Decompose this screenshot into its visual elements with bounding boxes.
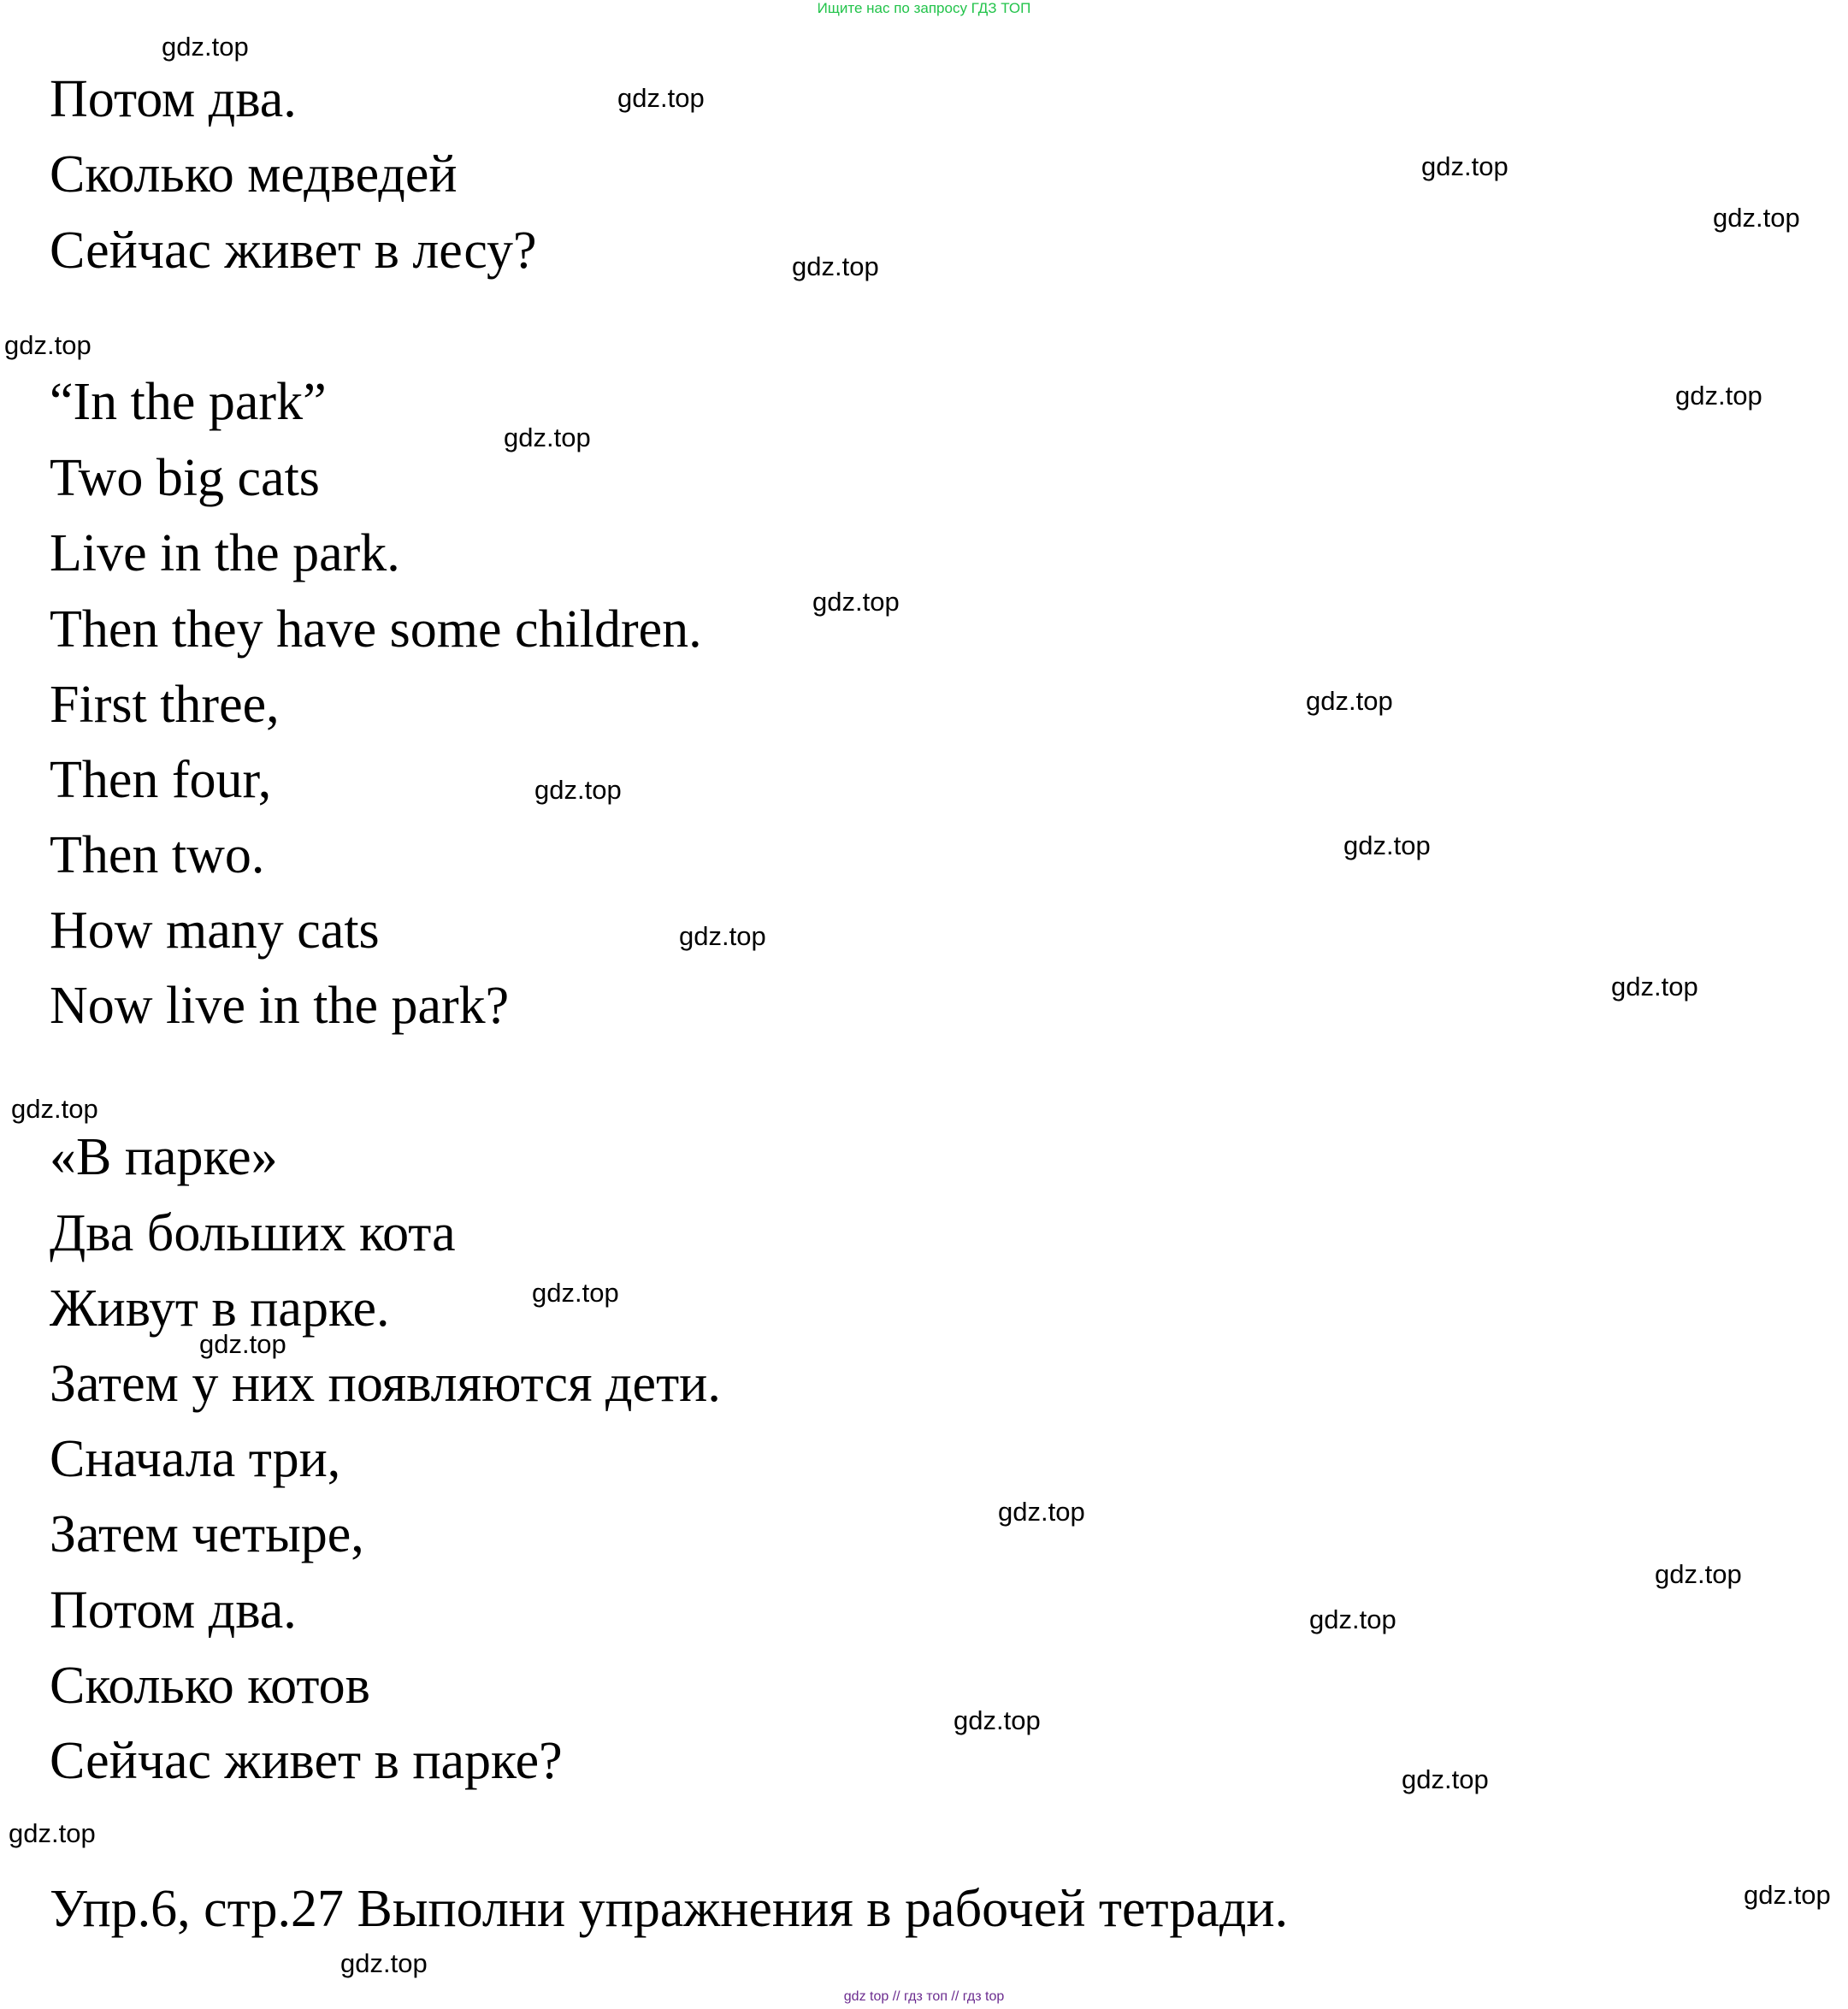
poem-line: Живут в парке. [50,1279,390,1338]
watermark: gdz.top [1744,1880,1831,1910]
watermark: gdz.top [1421,151,1509,181]
watermark: gdz.top [504,422,591,452]
header-search-link[interactable]: Ищите нас по запросу ГДЗ ТОП [817,0,1031,16]
watermark: gdz.top [532,1278,619,1308]
poem-line: Потом два. [50,1581,297,1640]
poem-line: Сначала три, [50,1430,341,1488]
watermark: gdz.top [679,921,766,951]
poem-line: Сколько медведей [50,145,458,204]
watermark: gdz.top [1675,381,1762,411]
watermark: gdz.top [11,1094,98,1124]
exercise-note: Упр.6, стр.27 Выполни упражнения в рабочей тетради. [50,1880,1289,1938]
poem-line: Сейчас живет в парке? [50,1732,563,1790]
watermark: gdz.top [1343,830,1431,860]
poem-line: Live in the park. [50,524,400,582]
poem-line: Потом два. [50,70,297,128]
watermark: gdz.top [340,1948,428,1978]
poem-line: Two big cats [50,449,320,507]
watermark: gdz.top [792,251,879,281]
watermark: gdz.top [162,32,249,62]
footer-links[interactable]: gdz top // гдз топ // гдз top [843,1989,1005,2004]
watermark: gdz.top [1309,1604,1396,1634]
poem-line: Затем у них появляются дети. [50,1355,721,1413]
poem-line: Then two. [50,826,265,884]
watermark: gdz.top [1655,1559,1742,1589]
watermark: gdz.top [998,1497,1085,1527]
watermark: gdz.top [1713,203,1800,233]
watermark: gdz.top [199,1329,286,1359]
watermark: gdz.top [1402,1764,1489,1794]
poem-line: First three, [50,676,280,734]
watermark: gdz.top [534,775,622,805]
poem-line: Then they have some children. [50,600,702,659]
poem-title: «В парке» [50,1128,278,1186]
watermark: gdz.top [1611,972,1698,1002]
poem-line: Сколько котов [50,1657,370,1715]
watermark: gdz.top [812,587,900,617]
watermark: gdz.top [9,1818,96,1848]
poem-line: How many cats [50,901,380,960]
poem-line: Then four, [50,751,272,809]
poem-line: Два больших кота [50,1204,456,1262]
poem-line: Сейчас живет в лесу? [50,222,537,280]
watermark: gdz.top [1306,686,1393,716]
poem-line: Затем четыре, [50,1505,364,1563]
watermark: gdz.top [954,1705,1041,1735]
poem-line: Now live in the park? [50,977,510,1035]
poem-title: “In the park” [50,373,327,431]
watermark: gdz.top [617,83,705,113]
watermark: gdz.top [4,330,92,360]
